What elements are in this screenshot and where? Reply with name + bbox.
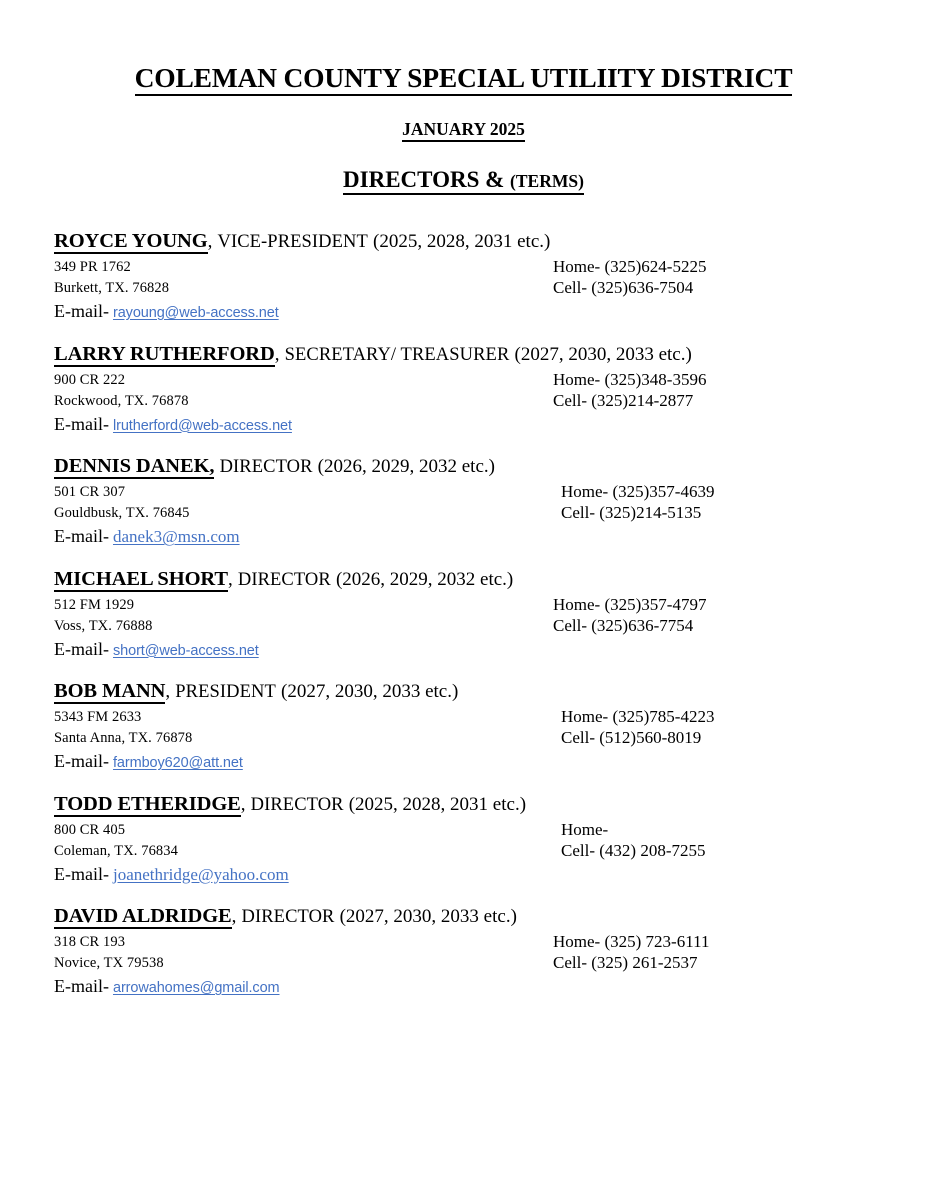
home-phone-value: (325)624-5225 xyxy=(604,257,707,276)
director-name: MICHAEL SHORT xyxy=(54,567,228,590)
email-link[interactable]: rayoung@web-access.net xyxy=(112,305,279,321)
director-name-separator: , xyxy=(274,343,280,365)
home-phone-label: Home- xyxy=(561,819,609,839)
director-entry xyxy=(0,453,927,546)
director-entry xyxy=(0,678,927,771)
director-terms: (2027, 2030, 2033 etc.) xyxy=(281,681,459,702)
director-cell-phone xyxy=(561,840,705,861)
director-role: SECRETARY/ TREASURER xyxy=(284,344,510,365)
director-email-row xyxy=(54,862,927,886)
director-cell-phone xyxy=(553,952,697,973)
director-street-row xyxy=(54,931,927,952)
email-link[interactable]: lrutherford@web-access.net xyxy=(112,417,292,434)
director-role: PRESIDENT xyxy=(175,682,276,702)
email-label: E-mail- xyxy=(54,526,109,546)
director-terms: (2027, 2030, 2033 etc.) xyxy=(339,906,517,927)
director-entry xyxy=(0,228,927,321)
director-email-row xyxy=(54,524,927,548)
director-city-row xyxy=(54,277,927,298)
director-cell-phone xyxy=(553,615,693,636)
director-city-state-zip: Coleman, TX. 76834 xyxy=(54,842,178,859)
director-name-line xyxy=(54,903,927,930)
director-street-address: 512 FM 1929 xyxy=(54,596,135,613)
director-email-row xyxy=(54,974,927,998)
director-street-row xyxy=(54,256,927,277)
email-label: E-mail- xyxy=(54,976,109,996)
cell-phone-label: Cell- xyxy=(553,953,587,972)
director-city-state-zip: Novice, TX 79538 xyxy=(54,955,164,971)
cell-phone-label: Cell- xyxy=(561,840,595,860)
director-entry xyxy=(0,566,927,659)
director-street-row xyxy=(54,369,927,390)
cell-phone-label: Cell- xyxy=(561,503,595,522)
cell-phone-value: (432) 208-7255 xyxy=(599,840,706,860)
cell-phone-label: Cell- xyxy=(553,278,587,297)
director-name-line xyxy=(54,453,927,480)
director-home-phone xyxy=(561,706,714,727)
director-name-separator: , xyxy=(207,231,213,252)
section-heading-underline xyxy=(343,167,584,196)
home-phone-value: (325)785-4223 xyxy=(612,707,715,726)
cell-phone-value: (325)636-7504 xyxy=(591,278,694,297)
director-city-row xyxy=(54,727,927,748)
document-date-text: JANUARY 2025 xyxy=(402,119,525,142)
director-city-state-zip: Voss, TX. 76888 xyxy=(54,617,153,634)
director-entry xyxy=(0,903,927,996)
email-link[interactable]: arrowahomes@gmail.com xyxy=(112,980,280,996)
director-name: DENNIS DANEK, xyxy=(54,455,215,477)
director-name-line xyxy=(54,791,927,818)
director-home-phone xyxy=(553,369,706,390)
director-name-separator: , xyxy=(240,793,246,815)
page-title-text: COLEMAN COUNTY SPECIAL UTILIITY DISTRICT xyxy=(135,62,793,96)
director-home-phone xyxy=(553,256,706,277)
director-city-state-zip: Rockwood, TX. 76878 xyxy=(54,392,189,409)
director-home-phone xyxy=(553,931,709,952)
director-name: BOB MANN xyxy=(54,680,166,702)
cell-phone-value: (325)214-2877 xyxy=(591,390,694,410)
director-street-row xyxy=(54,594,927,615)
director-role: DIRECTOR xyxy=(241,907,335,927)
cell-phone-value: (325) 261-2537 xyxy=(591,953,698,972)
director-name: DAVID ALDRIDGE xyxy=(54,905,232,927)
section-heading xyxy=(0,140,927,196)
director-terms: (2025, 2028, 2031 etc.) xyxy=(373,231,551,252)
director-street-address: 349 PR 1762 xyxy=(54,259,131,275)
director-home-phone xyxy=(553,594,706,615)
director-city-row xyxy=(54,615,927,636)
email-label: E-mail- xyxy=(54,751,109,771)
director-terms: (2026, 2029, 2032 etc.) xyxy=(317,456,495,477)
home-phone-label: Home- xyxy=(561,707,609,726)
email-link[interactable]: danek3@msn.com xyxy=(112,527,240,546)
director-city-state-zip: Santa Anna, TX. 76878 xyxy=(54,730,193,746)
email-label: E-mail- xyxy=(54,301,109,321)
director-role: DIRECTOR xyxy=(250,794,344,815)
home-phone-value: (325)357-4797 xyxy=(604,594,707,614)
director-name-line xyxy=(54,566,927,593)
cell-phone-label: Cell- xyxy=(561,728,595,747)
email-label: E-mail- xyxy=(54,413,109,434)
email-link[interactable]: farmboy620@att.net xyxy=(112,755,243,771)
director-name: ROYCE YOUNG xyxy=(54,230,208,252)
director-name: TODD ETHERIDGE xyxy=(54,792,241,815)
director-cell-phone xyxy=(561,727,701,748)
document-date-subtitle xyxy=(0,93,927,139)
director-email-row xyxy=(54,637,927,661)
director-cell-phone xyxy=(553,390,693,411)
director-name-line xyxy=(54,341,927,368)
director-city-state-zip: Gouldbusk, TX. 76845 xyxy=(54,505,190,521)
director-city-row xyxy=(54,840,927,861)
home-phone-label: Home- xyxy=(553,369,601,389)
director-cell-phone xyxy=(561,502,701,523)
director-role: DIRECTOR xyxy=(237,569,331,590)
cell-phone-value: (512)560-8019 xyxy=(599,728,702,747)
director-name-separator: , xyxy=(227,568,233,590)
directors-list xyxy=(0,228,927,1016)
director-terms: (2025, 2028, 2031 etc.) xyxy=(348,793,527,815)
director-street-address: 5343 FM 2633 xyxy=(54,709,142,725)
email-link[interactable]: short@web-access.net xyxy=(112,642,259,659)
email-label: E-mail- xyxy=(54,638,109,659)
home-phone-label: Home- xyxy=(561,482,609,501)
director-city-row xyxy=(54,390,927,411)
home-phone-label: Home- xyxy=(553,257,601,276)
section-heading-main: DIRECTORS & xyxy=(343,166,511,192)
director-name-line xyxy=(54,228,927,255)
home-phone-label: Home- xyxy=(553,932,601,951)
director-street-address: 800 CR 405 xyxy=(54,821,126,838)
director-terms: (2027, 2030, 2033 etc.) xyxy=(514,343,692,365)
cell-phone-value: (325)214-5135 xyxy=(599,503,702,522)
director-home-phone xyxy=(561,481,714,502)
director-city-row xyxy=(54,502,927,523)
director-city-state-zip: Burkett, TX. 76828 xyxy=(54,280,170,296)
director-role: DIRECTOR xyxy=(219,457,313,477)
section-heading-sub: (TERMS) xyxy=(510,170,584,191)
director-email-row xyxy=(54,749,927,773)
director-street-address: 501 CR 307 xyxy=(54,484,126,500)
home-phone-label: Home- xyxy=(553,594,601,614)
director-email-row xyxy=(54,299,927,323)
director-city-row xyxy=(54,952,927,973)
home-phone-value: (325)357-4639 xyxy=(612,482,715,501)
director-street-row xyxy=(54,819,927,840)
director-name-separator: , xyxy=(231,906,237,927)
director-email-row xyxy=(54,412,927,436)
director-name: LARRY RUTHERFORD xyxy=(54,342,275,365)
cell-phone-label: Cell- xyxy=(553,390,587,410)
director-cell-phone xyxy=(553,277,693,298)
director-street-row xyxy=(54,706,927,727)
cell-phone-label: Cell- xyxy=(553,615,587,635)
director-entry xyxy=(0,791,927,884)
director-street-address: 318 CR 193 xyxy=(54,934,126,950)
email-label: E-mail- xyxy=(54,863,109,884)
director-street-address: 900 CR 222 xyxy=(54,371,126,388)
director-name-separator: , xyxy=(165,681,171,702)
director-name-line xyxy=(54,678,927,705)
director-role: VICE-PRESIDENT xyxy=(217,232,368,252)
director-terms: (2026, 2029, 2032 etc.) xyxy=(335,568,514,590)
home-phone-value: (325)348-3596 xyxy=(604,369,707,389)
director-entry xyxy=(0,341,927,434)
director-street-row xyxy=(54,481,927,502)
cell-phone-value: (325)636-7754 xyxy=(591,615,694,635)
director-home-phone xyxy=(561,819,608,840)
email-link[interactable]: joanethridge@yahoo.com xyxy=(112,864,289,884)
page-title xyxy=(0,0,927,93)
home-phone-value: (325) 723-6111 xyxy=(604,932,710,951)
